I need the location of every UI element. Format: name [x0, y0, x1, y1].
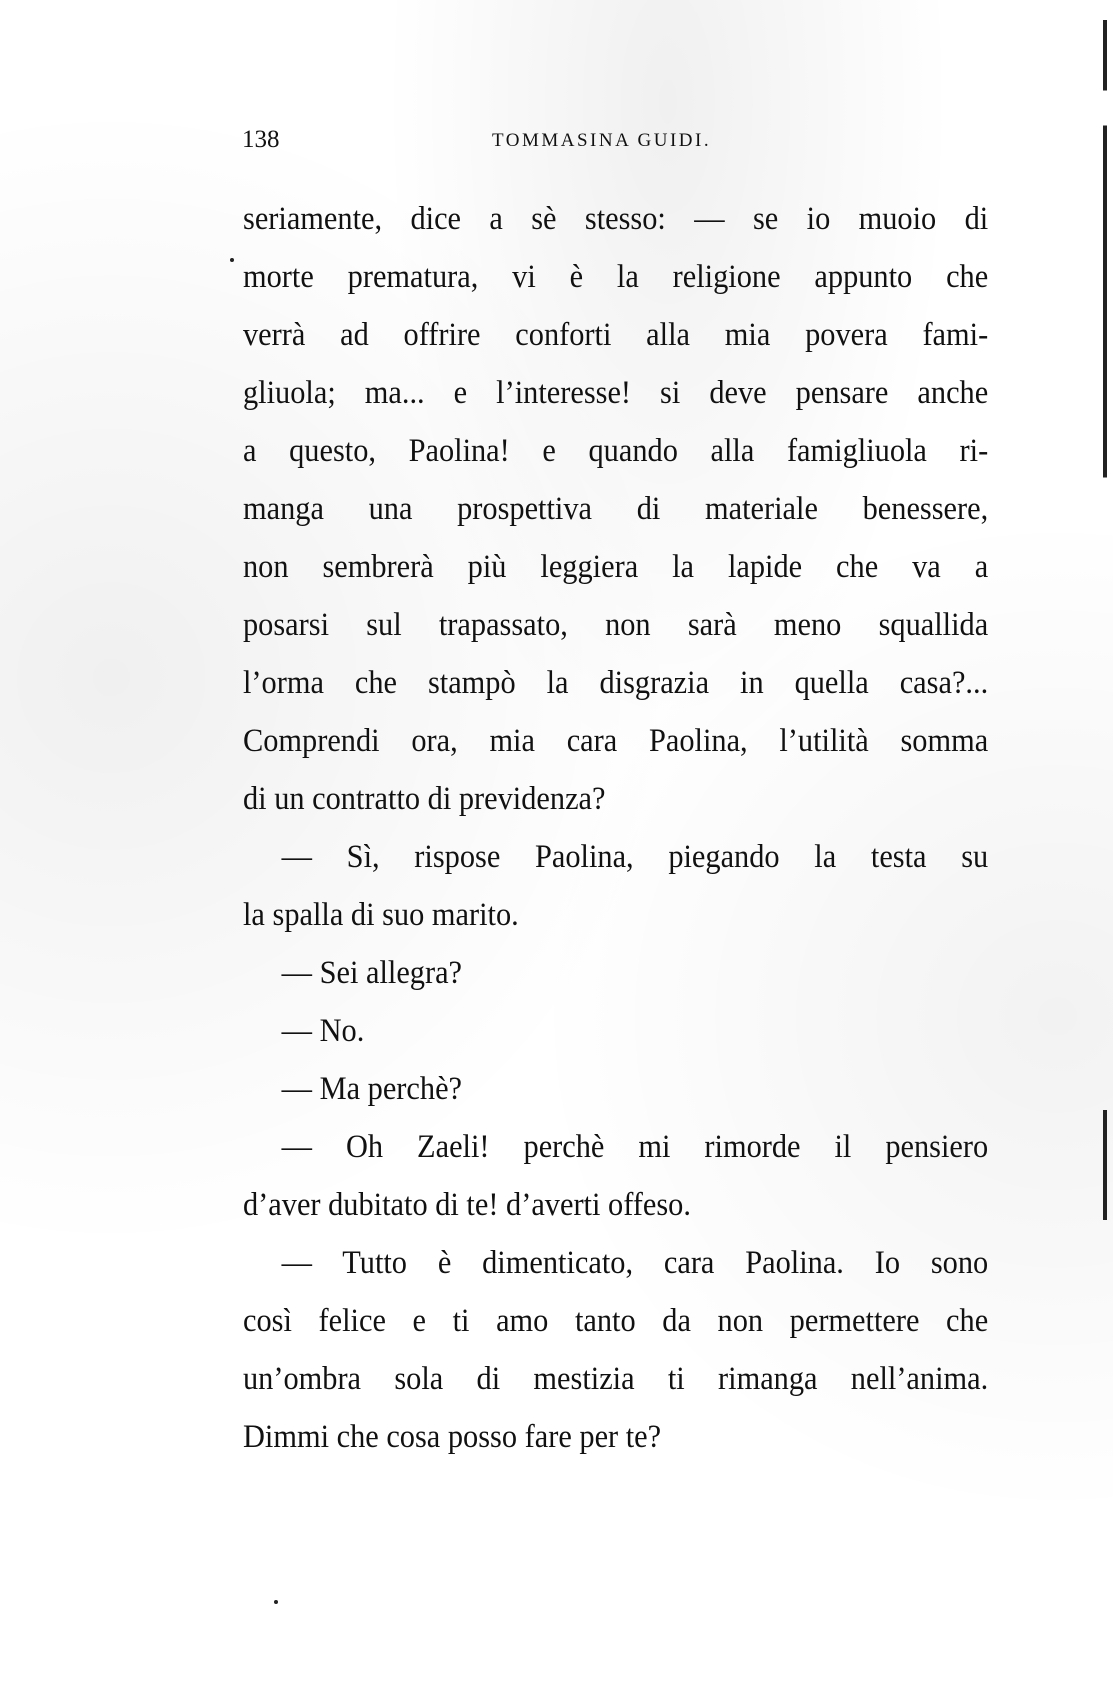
text-line: — Tutto è dimenticato, cara Paolina. Io sono — [281, 1245, 989, 1281]
running-head: TOMMASINA GUIDI. — [492, 130, 712, 151]
text-line: morte prematura, vi è la religione appunto che — [243, 259, 989, 295]
text-line: Dimmi che cosa posso fare per te? — [243, 1419, 662, 1455]
text-line: verrà ad offrire conforti alla mia povera fami- — [243, 317, 989, 353]
page-header — [242, 126, 1002, 158]
text-line: — No. — [281, 1013, 365, 1049]
page-edge-shadow-lower — [1103, 1110, 1107, 1220]
text-line: — Sei allegra? — [281, 955, 463, 991]
page-edge-shadow — [1103, 20, 1107, 900]
text-line: — Sì, rispose Paolina, piegando la testa su — [281, 839, 989, 875]
text-line: — Oh Zaeli! perchè mi rimorde il pensiero — [281, 1129, 989, 1165]
text-line: manga una prospettiva di materiale benessere, — [243, 491, 989, 527]
text-line: non sembrerà più leggiera la lapide che va a — [243, 549, 989, 585]
text-line: di un contratto di previdenza? — [243, 781, 606, 817]
text-line: — Ma perchè? — [281, 1071, 463, 1107]
ink-speck — [230, 258, 234, 262]
text-line: d’aver dubitato di te! d’averti offeso. — [243, 1187, 691, 1223]
text-line: l’orma che stampò la disgrazia in quella casa?... — [243, 665, 989, 701]
text-line: posarsi sul trapassato, non sarà meno squallida — [243, 607, 989, 643]
body-text — [243, 190, 988, 1466]
text-line: Comprendi ora, mia cara Paolina, l’utilità somma — [243, 723, 989, 759]
text-line: così felice e ti amo tanto da non permettere che — [243, 1303, 989, 1339]
text-line: a questo, Paolina! e quando alla famigliuola ri- — [243, 433, 989, 469]
text-line: un’ombra sola di mestizia ti rimanga nell’anima. — [243, 1361, 989, 1397]
ink-speck — [274, 1600, 278, 1604]
text-line: gliuola; ma... e l’interesse! si deve pensare anche — [243, 375, 989, 411]
text-line: seriamente, dice a sè stesso: — se io muoio di — [243, 201, 989, 237]
text-line: la spalla di suo marito. — [243, 897, 519, 933]
page-number: 138 — [242, 126, 280, 153]
